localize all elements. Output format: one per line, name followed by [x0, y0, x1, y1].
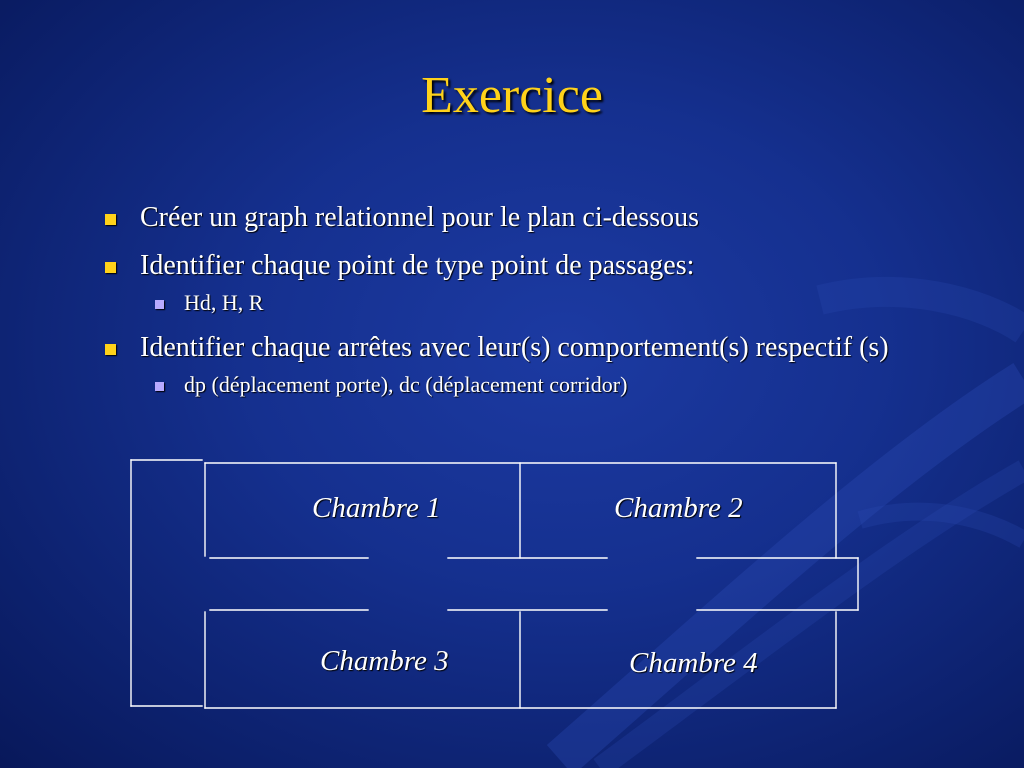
sub-bullet-text: Hd, H, R [184, 290, 264, 315]
bullet-text: Créer un graph relationnel pour le plan ci-dessous [140, 202, 700, 233]
sub-bullet-text: dp (déplacement porte), dc (déplacement corridor) [184, 372, 628, 397]
bullet-text: Identifier chaque arrêtes avec leur(s) comportement(s) respectif (s) [140, 332, 889, 363]
room-label-chambre-3: Chambre 3 [320, 645, 449, 677]
slide-title: Exercice [421, 67, 603, 124]
room-label-chambre-1: Chambre 1 [312, 492, 441, 524]
room-label-chambre-2: Chambre 2 [614, 492, 743, 524]
room-label-chambre-4: Chambre 4 [629, 647, 758, 679]
bullet-text: Identifier chaque point de type point de passages: [140, 250, 695, 281]
